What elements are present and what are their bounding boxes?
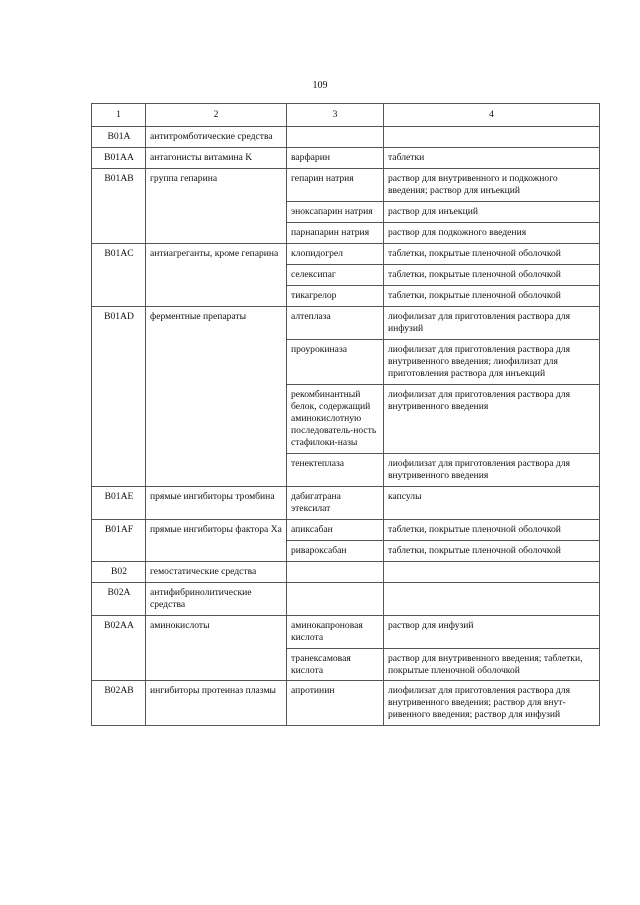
dosage-form-cell — [384, 126, 600, 147]
group-name-cell: ингибиторы протеиназ плазмы — [146, 681, 287, 726]
group-name-cell: аминокислоты — [146, 615, 287, 681]
table-header-row — [92, 104, 600, 127]
dosage-form-cell: таблетки, покрытые пленочной оболочкой — [384, 285, 600, 306]
atc-code-cell: B01AB — [92, 168, 146, 243]
dosage-form-cell: раствор для подкожного введения — [384, 222, 600, 243]
dosage-form-cell: раствор для инъекций — [384, 201, 600, 222]
atc-code-cell: B02 — [92, 561, 146, 582]
drug-name-cell: апротинин — [287, 681, 384, 726]
drug-name-cell: апиксабан — [287, 519, 384, 540]
dosage-form-cell: таблетки — [384, 147, 600, 168]
table-row — [92, 147, 600, 168]
group-name-cell: антагонисты витамина K — [146, 147, 287, 168]
group-name-cell: ферментные препараты — [146, 306, 287, 486]
drug-name-cell: селексипаг — [287, 264, 384, 285]
dosage-form-cell — [384, 561, 600, 582]
dosage-form-cell: капсулы — [384, 486, 600, 519]
table-row — [92, 582, 600, 615]
drug-name-cell — [287, 561, 384, 582]
dosage-form-cell: таблетки, покрытые пленочной оболочкой — [384, 540, 600, 561]
dosage-form-cell: раствор для внутривенного и подкожного введения; раствор для инъекций — [384, 168, 600, 201]
atc-code-cell: B01AF — [92, 519, 146, 561]
drug-name-cell — [287, 582, 384, 615]
dosage-form-cell — [384, 582, 600, 615]
drug-name-cell: аминокапроновая кислота — [287, 615, 384, 648]
drug-name-cell: клопидогрел — [287, 243, 384, 264]
drug-name-cell: проурокиназа — [287, 339, 384, 384]
group-name-cell: прямые ингибиторы фактора Xa — [146, 519, 287, 561]
dosage-form-cell: раствор для инфузий — [384, 615, 600, 648]
atc-code-cell: B01A — [92, 126, 146, 147]
dosage-form-cell: лиофилизат для приготовления раствора для внутривенного введения — [384, 453, 600, 486]
dosage-form-cell: таблетки, покрытые пленочной оболочкой — [384, 519, 600, 540]
drug-name-cell: парнапарин натрия — [287, 222, 384, 243]
table-row — [92, 615, 600, 648]
dosage-form-cell: лиофилизат для приготовления раствора для инфузий — [384, 306, 600, 339]
drug-name-cell: рекомбинантный белок, содержащий аминокислотную последователь-ность стафилоки-назы — [287, 384, 384, 453]
dosage-form-cell: лиофилизат для приготовления раствора для внутривенного введения; лиофилизат для приготовления раствора для инъекций — [384, 339, 600, 384]
table-row — [92, 681, 600, 726]
atc-code-cell: B01AE — [92, 486, 146, 519]
atc-code-cell: B01AA — [92, 147, 146, 168]
column-header-1: 1 — [92, 104, 146, 127]
drug-name-cell: варфарин — [287, 147, 384, 168]
column-header-4: 4 — [384, 104, 600, 127]
drug-classification-table — [91, 103, 600, 726]
table-row — [92, 561, 600, 582]
drug-name-cell: тенектеплаза — [287, 453, 384, 486]
dosage-form-cell: таблетки, покрытые пленочной оболочкой — [384, 243, 600, 264]
drug-name-cell: дабигатрана этексилат — [287, 486, 384, 519]
table-row — [92, 243, 600, 264]
group-name-cell: антиагреганты, кроме гепарина — [146, 243, 287, 306]
atc-code-cell: B02AB — [92, 681, 146, 726]
group-name-cell: гемостатические средства — [146, 561, 287, 582]
drug-name-cell — [287, 126, 384, 147]
table-row — [92, 168, 600, 201]
group-name-cell: антифибринолитические средства — [146, 582, 287, 615]
atc-code-cell: B01AD — [92, 306, 146, 486]
table-row — [92, 519, 600, 540]
dosage-form-cell: лиофилизат для приготовления раствора для внутривенного введения — [384, 384, 600, 453]
page-number: 109 — [312, 80, 328, 91]
group-name-cell: группа гепарина — [146, 168, 287, 243]
dosage-form-cell: раствор для внутривенного введения; таблетки, покрытые пленочной оболочкой — [384, 648, 600, 681]
table-body — [92, 126, 600, 725]
drug-name-cell: гепарин натрия — [287, 168, 384, 201]
atc-code-cell: B01AC — [92, 243, 146, 306]
column-header-3: 3 — [287, 104, 384, 127]
column-header-2: 2 — [146, 104, 287, 127]
group-name-cell: прямые ингибиторы тромбина — [146, 486, 287, 519]
group-name-cell: антитромботические средства — [146, 126, 287, 147]
table-row — [92, 126, 600, 147]
drug-name-cell: эноксапарин натрия — [287, 201, 384, 222]
drug-name-cell: ривароксабан — [287, 540, 384, 561]
drug-name-cell: транексамовая кислота — [287, 648, 384, 681]
atc-code-cell: B02A — [92, 582, 146, 615]
dosage-form-cell: таблетки, покрытые пленочной оболочкой — [384, 264, 600, 285]
atc-code-cell: B02AA — [92, 615, 146, 681]
drug-name-cell: алтеплаза — [287, 306, 384, 339]
table-row — [92, 306, 600, 339]
dosage-form-cell: лиофилизат для приготовления раствора для внутривенного введения; раствор для внут-ривенного введения; раствор для инфузий — [384, 681, 600, 726]
drug-name-cell: тикагрелор — [287, 285, 384, 306]
table-row — [92, 486, 600, 519]
